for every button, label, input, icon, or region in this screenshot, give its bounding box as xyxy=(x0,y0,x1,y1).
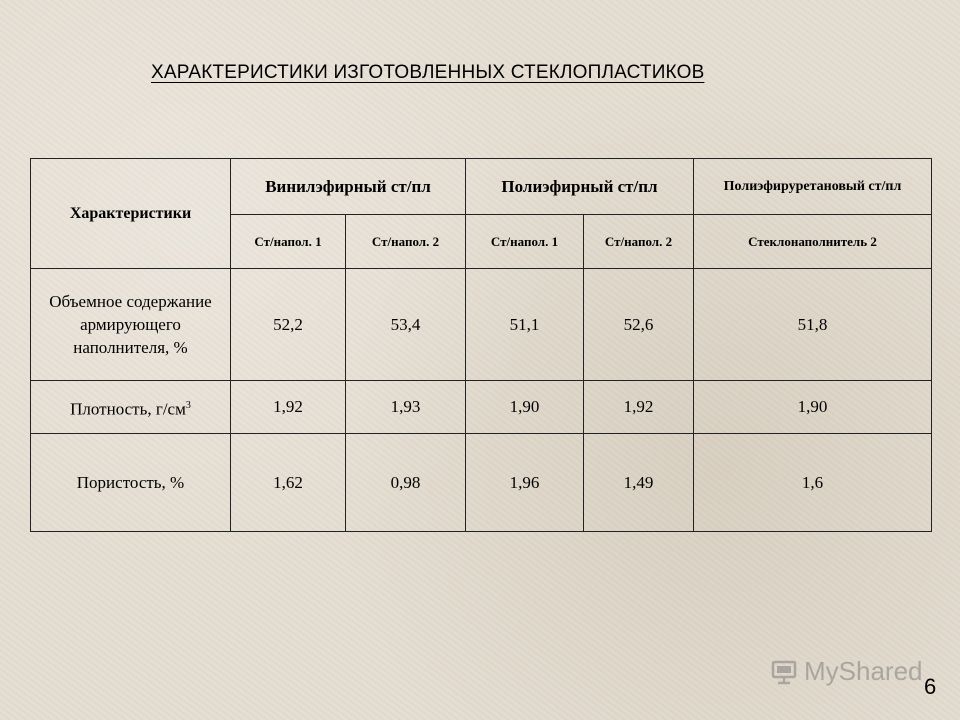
table-cell: 1,49 xyxy=(584,434,694,532)
subheader-cell: Ст/напол. 1 xyxy=(466,215,584,269)
row-label: Объемное содержание армирующего наполнителя, % xyxy=(31,269,231,381)
characteristics-table xyxy=(30,158,932,532)
table-cell: 51,1 xyxy=(466,269,584,381)
table-cell: 1,93 xyxy=(346,381,466,434)
table-row xyxy=(31,434,932,532)
subheader-cell: Ст/напол. 1 xyxy=(231,215,346,269)
row-label-text: Плотность, г/см xyxy=(70,399,186,419)
row-label: Пористость, % xyxy=(31,434,231,532)
table-row xyxy=(31,269,932,381)
table-cell: 52,2 xyxy=(231,269,346,381)
header-group-polyester: Полиэфирный ст/пл xyxy=(466,159,694,215)
table-cell: 51,8 xyxy=(694,269,932,381)
logo-text: MyShared xyxy=(804,656,923,686)
page-number: 6 xyxy=(924,674,937,699)
header-group-vinylester: Винилэфирный ст/пл xyxy=(231,159,466,215)
table-cell: 1,90 xyxy=(466,381,584,434)
table-cell: 52,6 xyxy=(584,269,694,381)
header-group-polyesterurethane: Полиэфируретановый ст/пл xyxy=(694,159,932,215)
slide-title: ХАРАКТЕРИСТИКИ ИЗГОТОВЛЕННЫХ СТЕКЛОПЛАСТИКОВ xyxy=(151,62,705,83)
table-cell: 1,96 xyxy=(466,434,584,532)
table-cell: 53,4 xyxy=(346,269,466,381)
table-cell: 1,90 xyxy=(694,381,932,434)
subheader-cell: Ст/напол. 2 xyxy=(346,215,466,269)
presentation-board-icon xyxy=(770,658,798,686)
table-cell: 0,98 xyxy=(346,434,466,532)
header-characteristics: Характеристики xyxy=(31,159,231,269)
table-cell: 1,62 xyxy=(231,434,346,532)
table-cell: 1,6 xyxy=(694,434,932,532)
myshared-logo xyxy=(770,656,923,687)
table-header-row xyxy=(31,159,932,215)
table-row xyxy=(31,381,932,434)
row-label xyxy=(31,381,231,434)
subheader-cell: Ст/напол. 2 xyxy=(584,215,694,269)
table-cell: 1,92 xyxy=(231,381,346,434)
row-label-superscript: 3 xyxy=(185,399,191,411)
subheader-cell: Стеклонаполнитель 2 xyxy=(694,215,932,269)
table-cell: 1,92 xyxy=(584,381,694,434)
